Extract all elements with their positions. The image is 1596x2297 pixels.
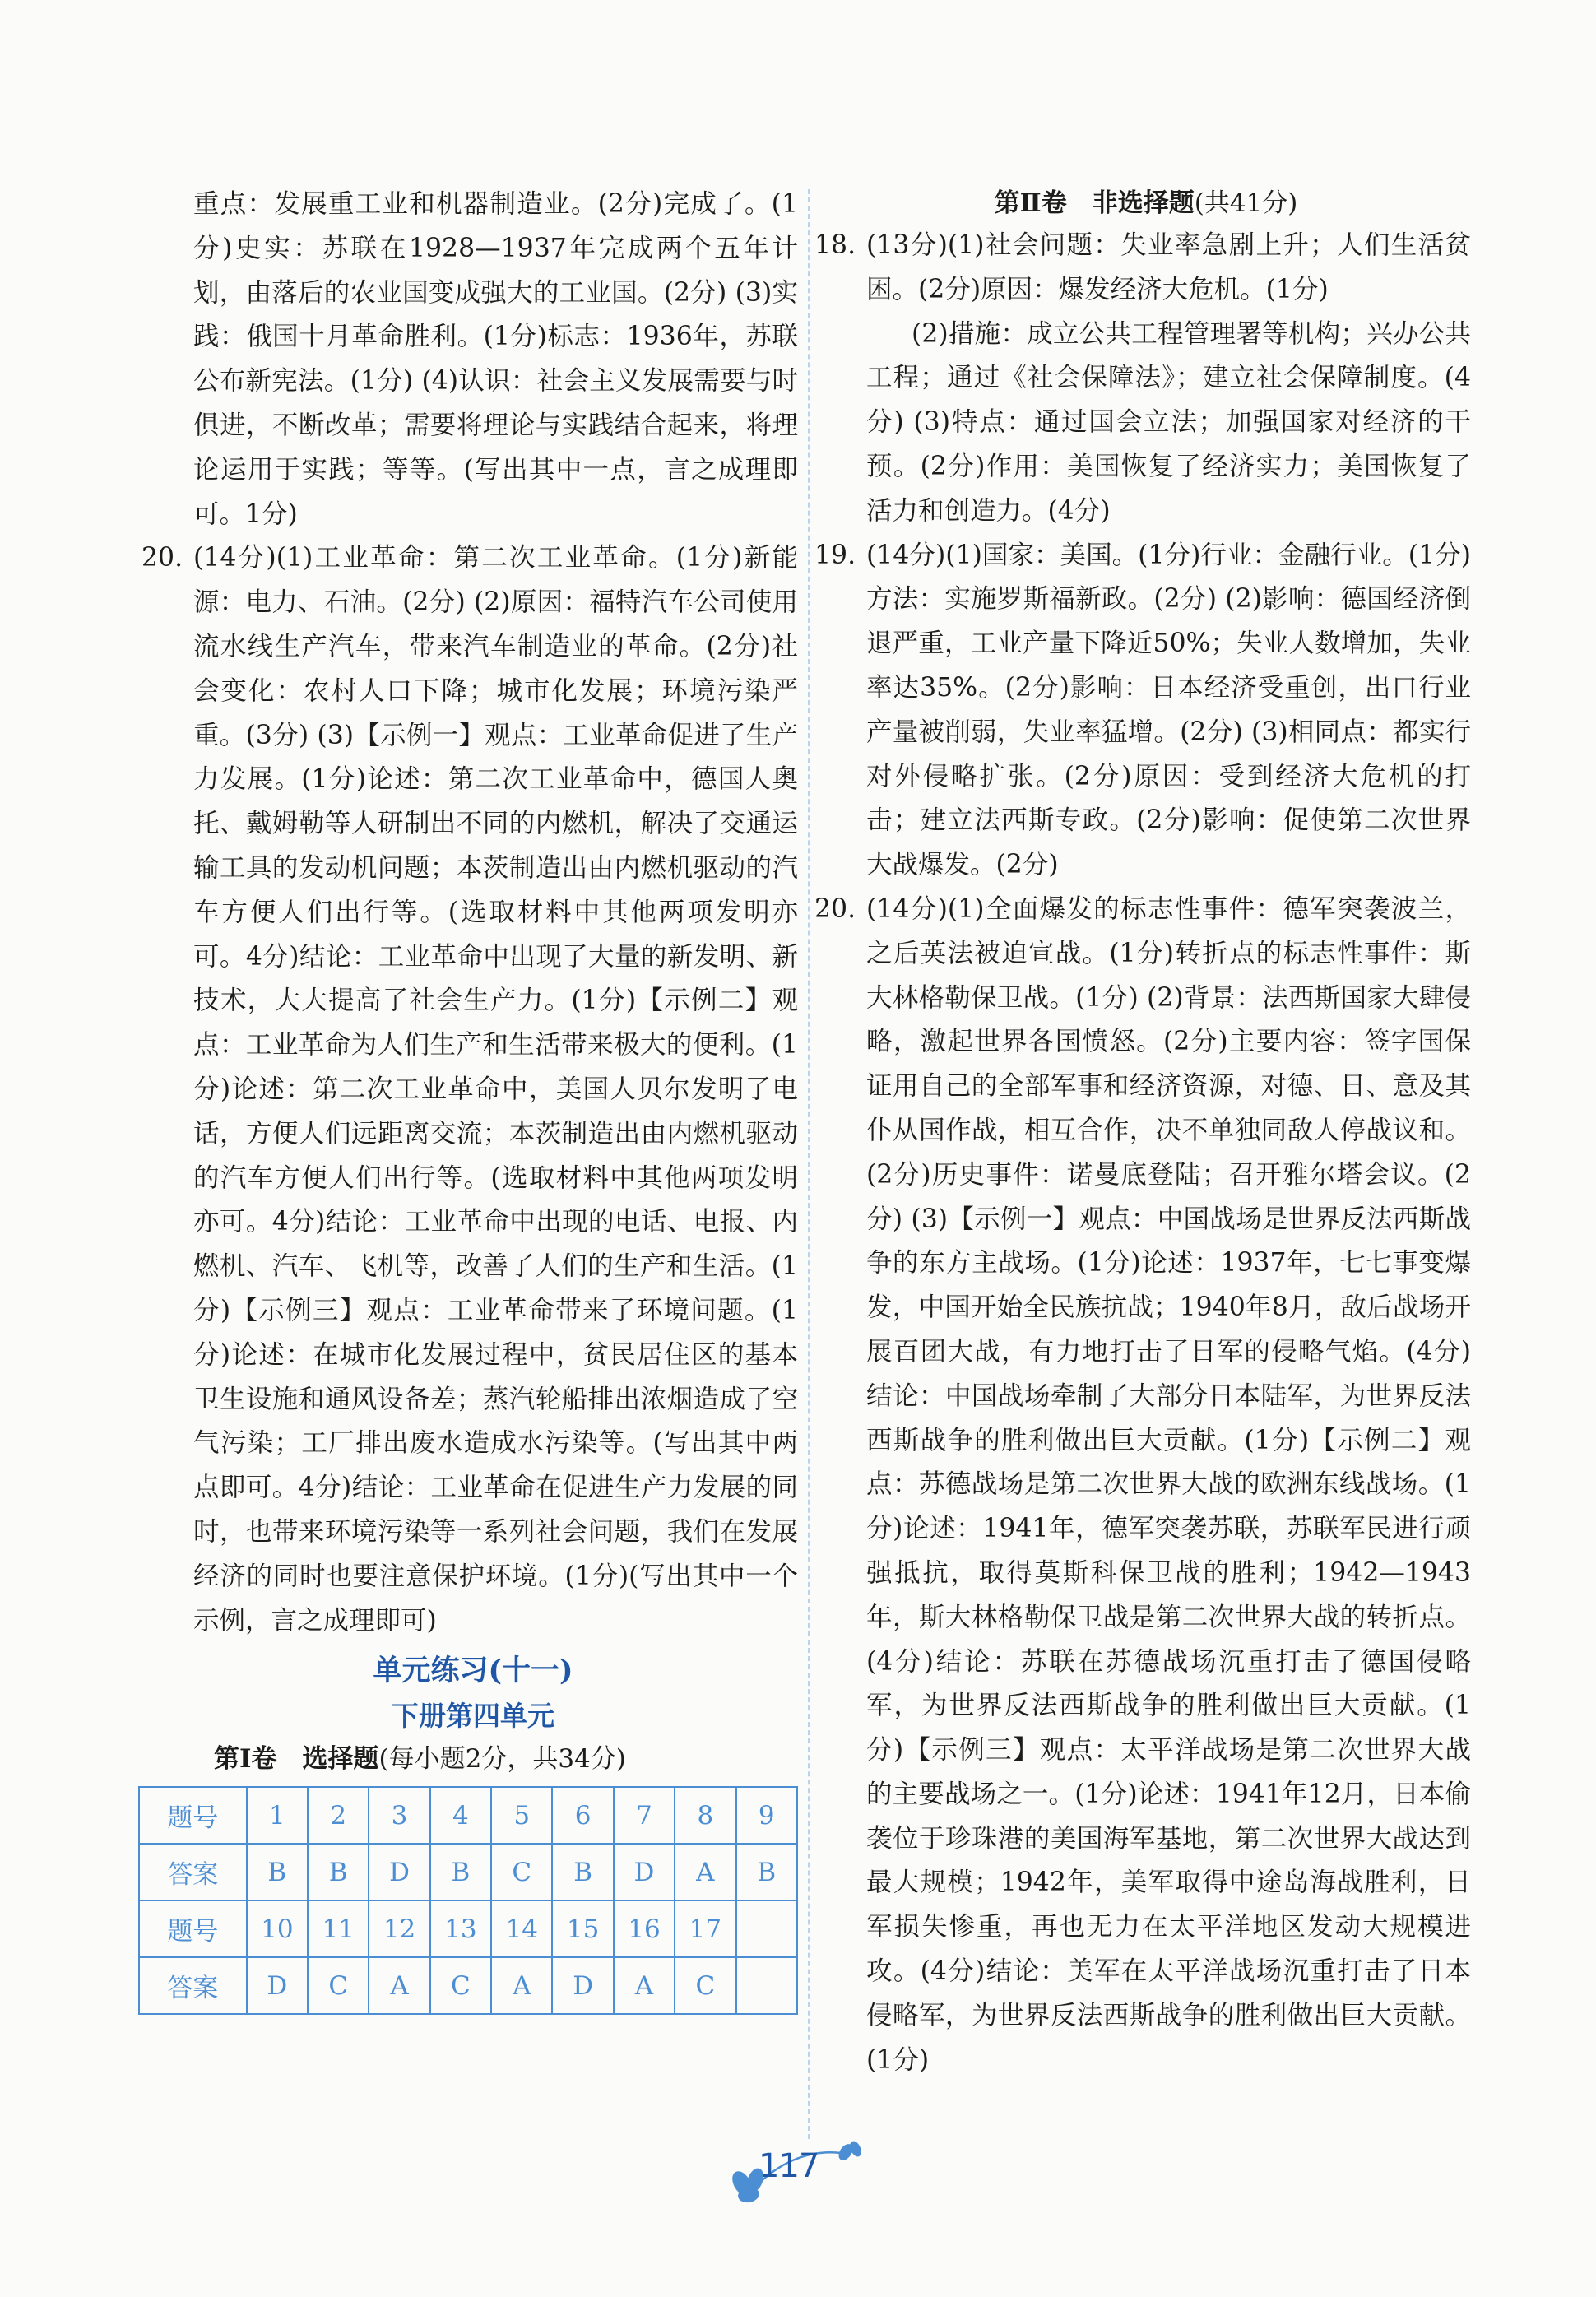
answer-18	[814, 224, 1471, 534]
unit-subtitle: 下册第四单元	[392, 1700, 554, 1733]
table-cell: 4	[430, 1787, 491, 1844]
table-cell: D	[614, 1844, 675, 1900]
table-cell: 16	[614, 1900, 675, 1957]
part1-heading	[148, 1738, 798, 1780]
table-cell: C	[491, 1844, 552, 1900]
table-cell: 1	[247, 1787, 308, 1844]
part1-title: 第Ⅰ卷 选择题	[214, 1744, 379, 1775]
page-number: 117	[759, 2147, 819, 2185]
table-row	[139, 1844, 797, 1900]
question-number: 19.	[814, 540, 856, 570]
table-cell: 10	[247, 1900, 308, 1957]
answer-text: (14分)(1)全面爆发的标志性事件：德军突袭波兰，之后英法被迫宣战。(1分)转折点的标志性事件：斯大林格勒保卫战。(1分) (2)背景：法西斯国家大肆侵略，激起世界各国愤怒。(2分)主要内容：签字国保证用自己的全部军事和经济资源，对德、日、意及其仆从国作战，相互合作，决不单独同敌人停战议和。(2分)历史事件：诺曼底登陆；召开雅尔塔会议。(2分) (3)【示例一】观点：中国战场是世界反法西斯战争的东方主战场。(1分)论述：1937年，七七事变爆发，中国开始全民族抗战；1940年8月，敌后战场开展百团大战，有力地打击了日军的侵略气焰。(4分)结论：中国战场牵制了大部分日本陆军，为世界反法西斯战争的胜利做出巨大贡献。(1分)【示例二】观点：苏德战场是第二次世界大战的欧洲东线战场。(1分)论述：1941年，德军突袭苏联，苏联军民进行顽强抵抗，取得莫斯科保卫战的胜利；1942—1943年，斯大林格勒保卫战是第二次世界大战的转折点。(4分)结论：苏联在苏德战场沉重打击了德国侵略军，为世界反法西斯战争的胜利做出巨大贡献。(1分)【示例三】观点：太平洋战场是第二次世界大战的主要战场之一。(1分)论述：1941年12月，日本偷袭位于珍珠港的美国海军基地，第二次世界大战达到最大规模；1942年，美军取得中途岛海战胜利，日军损失惨重，再也无力在太平洋地区发动大规模进攻。(4分)结论：美军在太平洋战场沉重打击了日本侵略军，为世界反法西斯战争的胜利做出巨大贡献。(1分)	[866, 893, 1471, 2075]
unit-title: 单元练习(十一)	[373, 1654, 573, 1688]
answer-text: (13分)(1)社会问题：失业率急剧上升；人们生活贫困。(2分)原因：爆发经济大危机。(1分)	[866, 230, 1471, 304]
row-label: 答案	[139, 1844, 247, 1900]
table-cell: B	[430, 1844, 491, 1900]
table-cell	[736, 1957, 797, 2014]
table-row	[139, 1787, 797, 1844]
part1-note: (每小题2分，共34分)	[378, 1744, 626, 1775]
answer-20-left	[142, 536, 798, 1643]
table-cell: C	[675, 1957, 735, 2014]
table-cell: D	[247, 1957, 308, 2014]
table-cell: 15	[552, 1900, 613, 1957]
part2-heading	[821, 183, 1471, 224]
page-footer	[724, 2136, 872, 2210]
table-cell: B	[308, 1844, 369, 1900]
table-cell: 8	[675, 1787, 735, 1844]
table-cell: 7	[614, 1787, 675, 1844]
answer-19	[814, 534, 1471, 888]
answer-text: (2)措施：成立公共工程管理署等机构；兴办公共工程；通过《社会保障法》；建立社会保障制度。(4分) (3)特点：通过国会立法；加强国家对经济的干预。(2分)作用：美国恢复了经济实力；美国恢复了活力和创造力。(4分)	[866, 318, 1471, 526]
answer-20-right	[814, 888, 1471, 2083]
table-cell: B	[736, 1844, 797, 1900]
table-cell: 14	[491, 1900, 552, 1957]
table-row	[139, 1957, 797, 2014]
table-cell: B	[247, 1844, 308, 1900]
table-cell: A	[369, 1957, 429, 2014]
right-column	[814, 183, 1471, 2082]
question-number: 20.	[814, 893, 856, 924]
answer-text: (14分)(1)工业革命：第二次工业革命。(1分)新能源：电力、石油。(2分) (2)原因：福特汽车公司使用流水线生产汽车，带来汽车制造业的革命。(2分)社会变化：农村人口下降；城市化发展；环境污染严重。(3分) (3)【示例一】观点：工业革命促进了生产力发展。(1分)论述：第二次工业革命中，德国人奥托、戴姆勒等人研制出不同的内燃机，解决了交通运输工具的发动机问题；本茨制造出由内燃机驱动的汽车方便人们出行等。(选取材料中其他两项发明亦可。4分)结论：工业革命中出现了大量的新发明、新技术，大大提高了社会生产力。(1分)【示例二】观点：工业革命为人们生产和生活带来极大的便利。(1分)论述：第二次工业革命中，美国人贝尔发明了电话，方便人们远距离交流；本茨制造出由内燃机驱动的汽车方便人们出行等。(选取材料中其他两项发明亦可。4分)结论：工业革命中出现的电话、电报、内燃机、汽车、飞机等，改善了人们的生产和生活。(1分)【示例三】观点：工业革命带来了环境问题。(1分)论述：在城市化发展过程中，贫民居住区的基本卫生设施和通风设备差；蒸汽轮船排出浓烟造成了空气污染；工厂排出废水造成水污染等。(写出其中两点即可。4分)结论：工业革命在促进生产力发展的同时，也带来环境污染等一系列社会问题，我们在发展经济的同时也要注意保护环境。(1分)(写出其中一个示例，言之成理即可)	[193, 543, 798, 1636]
table-cell: 12	[369, 1900, 429, 1957]
answer-19-continued: 重点：发展重工业和机器制造业。(2分)完成了。(1分)史实：苏联在1928—1937年完成两个五年计划，由落后的农业国变成强大的工业国。(2分) (3)实践：俄国十月革命胜利。(1分)标志：1936年，苏联公布新宪法。(1分) (4)认识：社会主义发展需要与时俱进，不断改革；需要将理论与实践结合起来，将理论运用于实践；等等。(写出其中一点，言之成理即可。1分)	[193, 189, 798, 529]
table-cell: D	[369, 1844, 429, 1900]
table-cell: A	[614, 1957, 675, 2014]
table-cell: 3	[369, 1787, 429, 1844]
question-number: 18.	[814, 230, 856, 260]
part2-note: (共41分)	[1194, 188, 1298, 218]
row-label: 答案	[139, 1957, 247, 2014]
table-cell: 9	[736, 1787, 797, 1844]
table-cell	[736, 1900, 797, 1957]
column-divider	[808, 189, 810, 2139]
table-cell: B	[552, 1844, 613, 1900]
row-label: 题号	[139, 1900, 247, 1957]
table-cell: 13	[430, 1900, 491, 1957]
table-cell: 17	[675, 1900, 735, 1957]
table-cell: C	[430, 1957, 491, 2014]
question-number: 20.	[142, 543, 183, 573]
part2-title: 第Ⅱ卷 非选择题	[994, 188, 1195, 218]
left-column	[142, 183, 798, 2015]
table-cell: 2	[308, 1787, 369, 1844]
table-cell: D	[552, 1957, 613, 2014]
answer-table	[138, 1786, 798, 2015]
table-cell: C	[308, 1957, 369, 2014]
table-cell: 6	[552, 1787, 613, 1844]
table-cell: A	[491, 1957, 552, 2014]
table-cell: 5	[491, 1787, 552, 1844]
table-cell: 11	[308, 1900, 369, 1957]
answer-text: (14分)(1)国家：美国。(1分)行业：金融行业。(1分)方法：实施罗斯福新政。(2分) (2)影响：德国经济倒退严重，工业产量下降近50%；失业人数增加，失业率达35%。(2分)影响：日本经济受重创，出口行业产量被削弱，失业率猛增。(2分) (3)相同点：都实行对外侵略扩张。(2分)原因：受到经济大危机的打击；建立法西斯专政。(2分)影响：促使第二次世界大战爆发。(2分)	[866, 540, 1471, 880]
row-label: 题号	[139, 1787, 247, 1844]
table-row	[139, 1900, 797, 1957]
table-cell: A	[675, 1844, 735, 1900]
